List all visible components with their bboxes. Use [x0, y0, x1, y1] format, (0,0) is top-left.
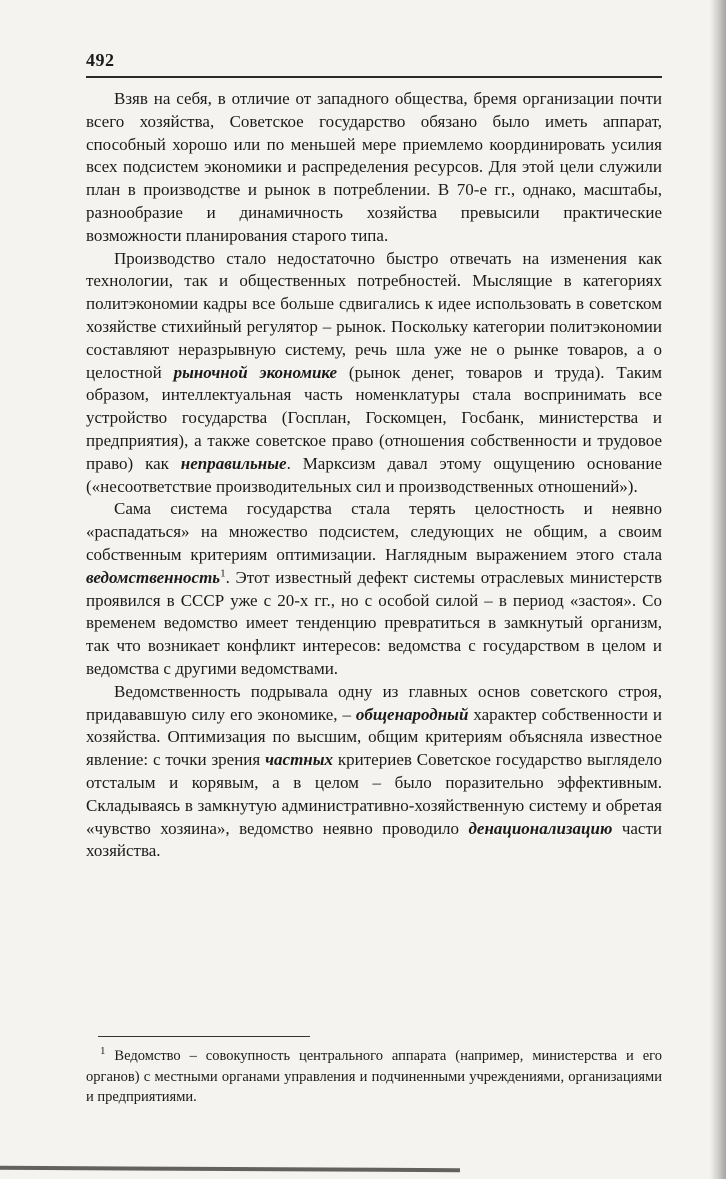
page-number: 492 — [86, 50, 115, 70]
page-header — [86, 50, 662, 78]
text-run: Производство стало недостаточно быстро отвечать на изменения как технологии, так и общественных потребностей. Мыслящие в категориях политэкономии кадры все больше сдвигались к идее использовать в советском хозяйстве стихийный регулятор – рынок. Поскольку категории политэкономии составляют неразрывную систему, речь шла уже не о рынке товаров, а о целостной — [86, 248, 662, 382]
emphasis-text: общенародный — [355, 704, 469, 724]
scan-edge-bottom — [0, 1166, 460, 1172]
text-run: характер собственности и хозяйства. Оптимизация по высшим, общим критериям объясняла известное явление: с точки зрения — [86, 704, 662, 770]
text-run: критериев Советское государство выглядело отсталым и корявым, а в целом – было поразительно эффективным. Складываясь в замкнутую административно-хозяйственную систему и обретая «чувство хозяина», ведомство неявно проводило — [86, 750, 662, 838]
footnote — [86, 1046, 662, 1108]
text-run: части хозяйства. — [86, 818, 662, 861]
text-run: Сама система государства стала терять целостность и неявно «распадаться» на множество подсистем, следующих не общим, а своим собственным критериям оптимизации. Наглядным выражением этого стала — [86, 499, 662, 564]
emphasis-text: денационализацию — [468, 818, 613, 838]
body-text — [86, 88, 662, 863]
text-run: . Марксизм давал этому ощущению основание («несоответствие производительных сил и производственных отношений»). — [86, 453, 662, 496]
paragraph — [86, 681, 662, 863]
footnote-marker: 1 — [100, 1045, 106, 1058]
text-run: (рынок денег, товаров и труда). Таким образом, интеллектуальная часть номенклатуры стала воспринимать все устройство государства (Госплан, Госкомцен, Госбанк, министерства и предприятия), а также советское право (отношения собственности и трудовое право) как — [86, 362, 662, 473]
emphasis-text: ведомственность — [86, 567, 221, 587]
text-run: . Этот известный дефект системы отраслевых министерств проявился в СССР уже с 20-х гг., но с особой силой – в период «застоя». Со временем ведомство имеет тенденцию превратиться в замкнутый организм, так что возникает конфликт интересов: ведомства с государством в целом и ведомства с другими ведомствами. — [86, 567, 662, 678]
text-run: Взяв на себя, в отличие от западного общества, бремя организации почти всего хозяйства, Советское государство обязано было иметь аппарат, способный хорошо или по меньшей мере приемлемо координировать усилия всех подсистем экономики и распределения ресурсов. Для этой цели служили план в производстве и рынок в потреблении. В 70-е гг., однако, масштабы, разнообразие и динамичность хозяйства превысили практические возможности планирования старого типа. — [86, 89, 662, 245]
paragraph — [86, 88, 662, 248]
text-run: Ведомство – совокупность центрального аппарата (например, министерства и его органов) с местными органами управления и подчиненными учреждениями, организациями и предприятиями. — [86, 1048, 662, 1105]
text-run: Ведомственность подрывала одну из главных основ советского строя, придававшую силу его экономике, – — [86, 681, 662, 724]
header-rule — [86, 76, 662, 78]
emphasis-text: неправильные — [180, 453, 287, 473]
emphasis-text: частных — [265, 750, 334, 770]
paragraph — [86, 248, 662, 499]
scan-edge-right — [710, 0, 726, 1179]
footnote-marker: 1 — [220, 567, 226, 580]
emphasis-text: рыночной экономике — [173, 362, 338, 382]
footnote-separator — [98, 1036, 310, 1037]
paragraph — [86, 498, 662, 680]
